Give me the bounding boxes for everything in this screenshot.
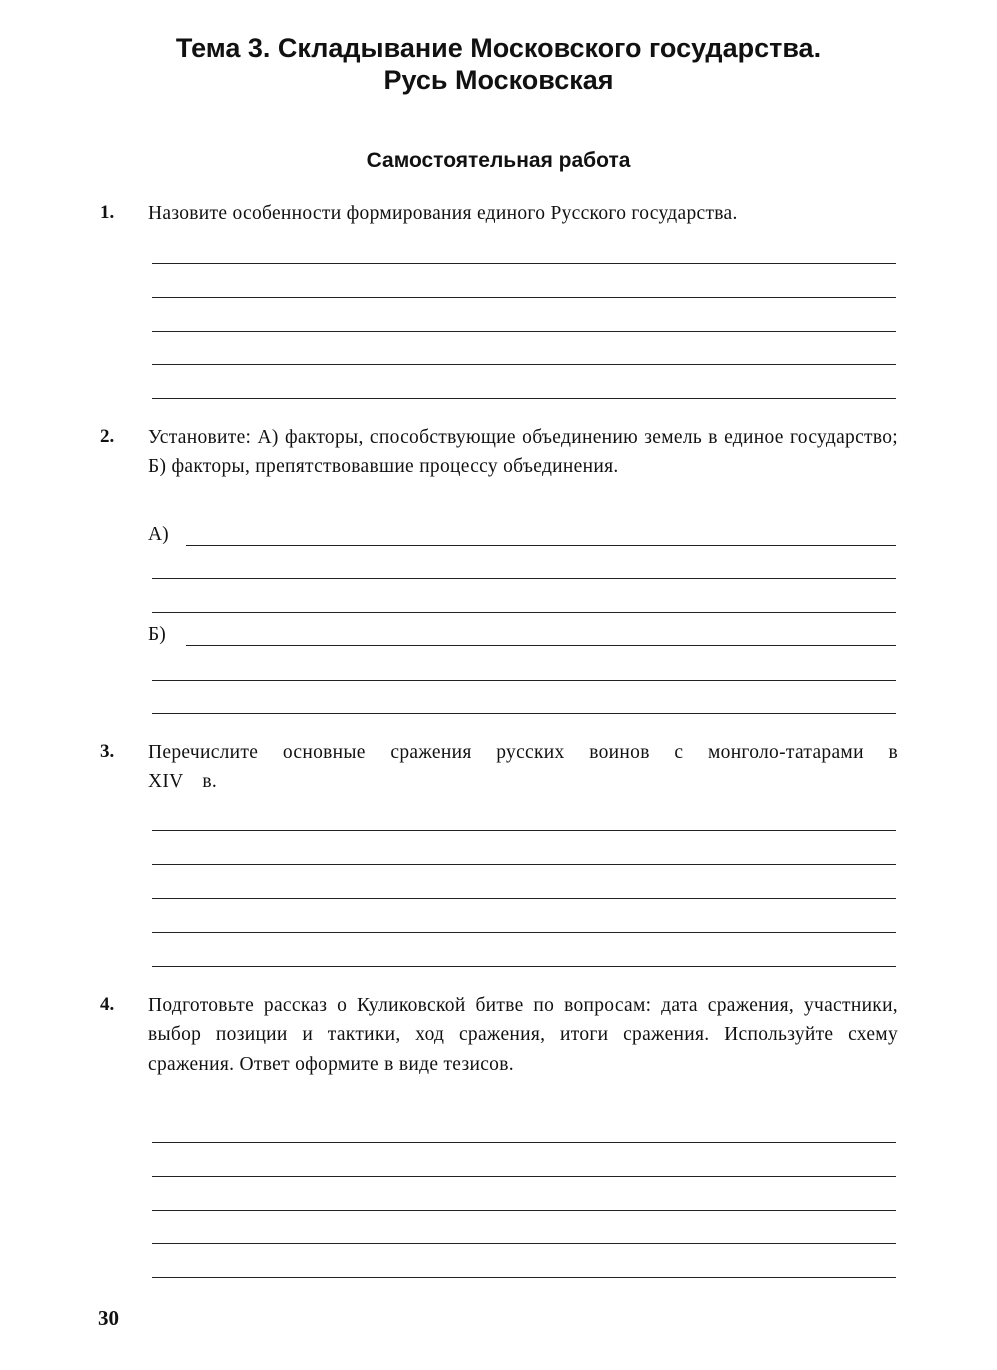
question-4-text: Подготовьте рассказ о Куликовской битве по вопросам: дата сражения, участники, выбор позиции и тактики, ход сражения, итоги сражения. Используйте схему сражения. Ответ оформите в виде тезисов. xyxy=(148,995,898,1075)
answer-line[interactable] xyxy=(152,1176,896,1177)
question-2-text: Установите: А) факторы, способствующие объединению земель в единое государство; Б) факторы, препятствовавшие процессу объединения. xyxy=(148,427,898,478)
answer-label-a: А) xyxy=(148,524,169,545)
page-title-line2: Русь Московская xyxy=(383,65,614,95)
answer-line[interactable] xyxy=(152,966,896,967)
answer-line[interactable] xyxy=(152,1277,896,1278)
section-subtitle: Самостоятельная работа xyxy=(366,149,631,172)
answer-line[interactable] xyxy=(152,398,896,399)
answer-line[interactable] xyxy=(152,713,896,714)
question-3-text: Перечислите основные сражения русских воинов с монголо-татарами в XIV в. xyxy=(148,742,898,793)
answer-line[interactable] xyxy=(152,680,896,681)
answer-line[interactable] xyxy=(152,364,896,365)
question-1-text: Назовите особенности формирования единого Русского государства. xyxy=(148,203,738,224)
page-title-line1: Тема 3. Складывание Московского государства. xyxy=(175,33,822,63)
answer-line[interactable] xyxy=(152,612,896,613)
answer-line[interactable] xyxy=(152,1142,896,1143)
answer-line[interactable] xyxy=(152,898,896,899)
answer-line[interactable] xyxy=(186,545,896,546)
answer-line[interactable] xyxy=(186,645,896,646)
answer-line[interactable] xyxy=(152,297,896,298)
answer-line[interactable] xyxy=(152,932,896,933)
answer-line[interactable] xyxy=(152,1243,896,1244)
answer-line[interactable] xyxy=(152,864,896,865)
question-2-number: 2. xyxy=(100,426,115,447)
answer-label-b: Б) xyxy=(148,624,166,645)
question-4-number: 4. xyxy=(100,994,115,1015)
answer-line[interactable] xyxy=(152,263,896,264)
page-number: 30 xyxy=(98,1306,119,1330)
answer-line[interactable] xyxy=(152,830,896,831)
question-3-number: 3. xyxy=(100,741,115,762)
answer-line[interactable] xyxy=(152,578,896,579)
answer-line[interactable] xyxy=(152,1210,896,1211)
question-1-number: 1. xyxy=(100,202,115,223)
answer-line[interactable] xyxy=(152,331,896,332)
